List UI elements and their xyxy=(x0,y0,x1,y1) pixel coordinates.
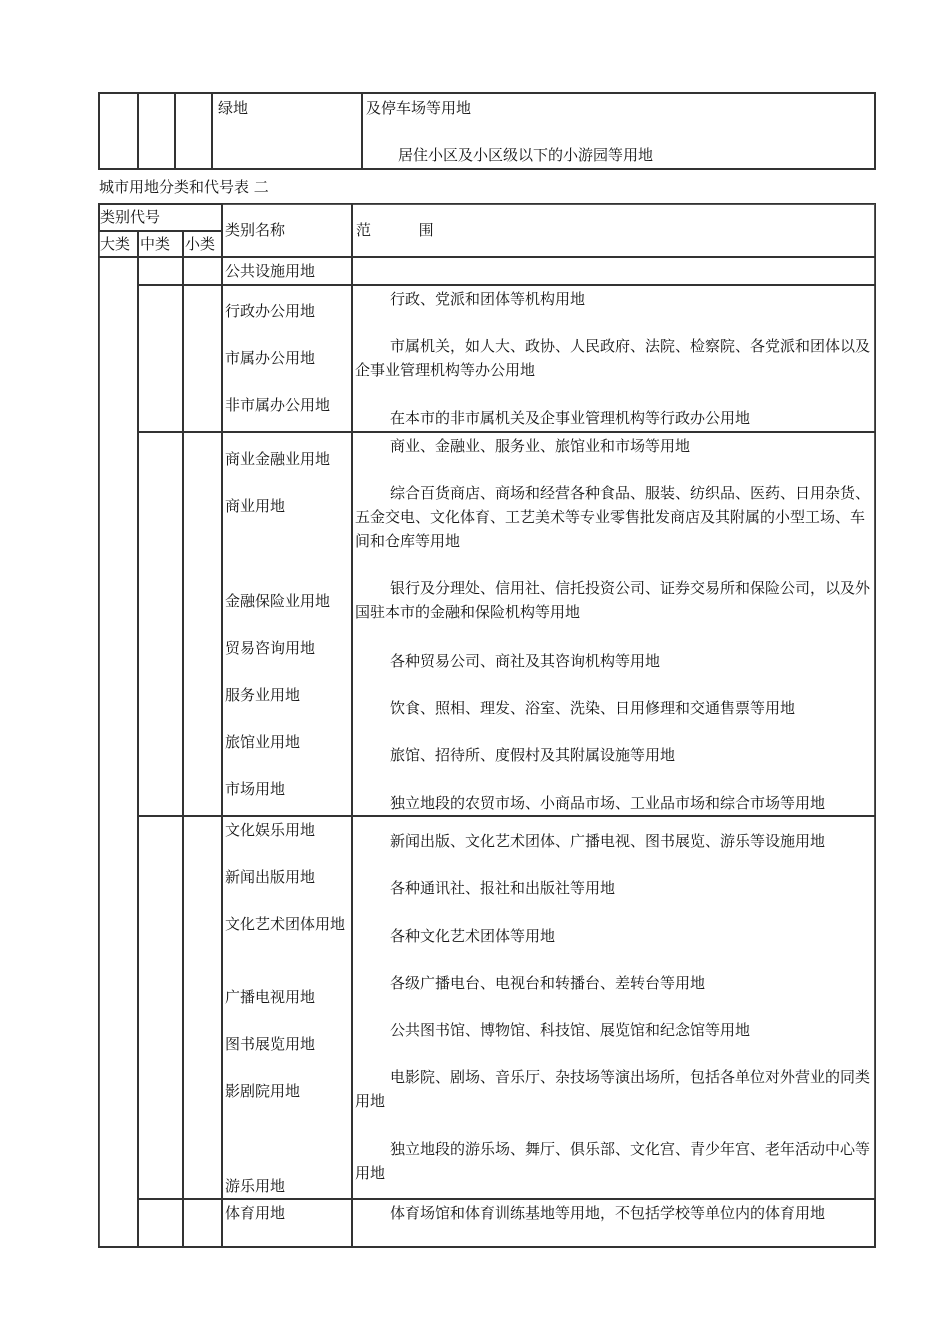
major-column xyxy=(98,257,138,1248)
commerce-desc-2: 综合百货商店、商场和经营各种食品、服装、纺织品、医药、日用杂货、五金交电、文化体育、工艺美术等专业零售批发商店及其附属的小型工场、车间和仓库等用地 xyxy=(355,484,871,550)
admin-desc-1: 行政、党派和团体等机构用地 xyxy=(390,290,586,308)
admin-name-1: 行政办公用地 xyxy=(225,302,316,320)
commerce-desc-4: 各种贸易公司、商社及其咨询机构等用地 xyxy=(390,652,661,670)
row-commerce-minor xyxy=(183,432,222,816)
culture-desc-2: 各种通讯社、报社和出版社等用地 xyxy=(390,879,616,897)
culture-name-5: 图书展览用地 xyxy=(225,1035,316,1053)
row-sports-minor xyxy=(183,1199,222,1248)
header-range-text: 范 围 xyxy=(356,221,434,239)
culture-desc-3: 各种文化艺术团体等用地 xyxy=(390,927,556,945)
row-sports-medium xyxy=(138,1199,183,1248)
header-name-text: 类别名称 xyxy=(225,221,286,239)
culture-name-6: 影剧院用地 xyxy=(225,1082,301,1100)
commerce-desc-6: 旅馆、招待所、度假村及其附属设施等用地 xyxy=(390,746,676,764)
commerce-name-1: 商业金融业用地 xyxy=(225,450,331,468)
header-medium-text: 中类 xyxy=(140,235,171,253)
header-major-text: 大类 xyxy=(100,235,131,253)
commerce-name-4: 贸易咨询用地 xyxy=(225,639,316,657)
row-public-medium xyxy=(138,257,183,285)
culture-desc-4: 各级广播电台、电视台和转播台、差转台等用地 xyxy=(390,974,706,992)
commerce-desc-3: 银行及分理处、信用社、信托投资公司、证券交易所和保险公司，以及外国驻本市的金融和保险机构等用地 xyxy=(355,579,871,621)
commerce-name-7: 市场用地 xyxy=(225,780,286,798)
admin-name-2: 市属办公用地 xyxy=(225,349,316,367)
row-admin-medium xyxy=(138,285,183,432)
row-public-minor xyxy=(183,257,222,285)
top-range-line-1: 及停车场等用地 xyxy=(366,99,472,117)
culture-name-1: 文化娱乐用地 xyxy=(225,821,316,839)
commerce-desc-1: 商业、金融业、服务业、旅馆业和市场等用地 xyxy=(390,437,691,455)
row-public-range xyxy=(352,257,876,285)
cell-medium xyxy=(138,92,175,170)
table-caption: 城市用地分类和代号表 二 xyxy=(99,178,269,196)
culture-name-3: 文化艺术团体用地 xyxy=(225,915,346,933)
culture-desc-7: 独立地段的游乐场、舞厅、俱乐部、文化宫、青少年宫、老年活动中心等用地 xyxy=(355,1140,871,1182)
commerce-desc-7: 独立地段的农贸市场、小商品市场、工业品市场和综合市场等用地 xyxy=(390,794,826,812)
culture-desc-6: 电影院、剧场、音乐厅、杂技场等演出场所，包括各单位对外营业的同类用地 xyxy=(355,1068,871,1110)
cell-major xyxy=(98,92,138,170)
commerce-name-3: 金融保险业用地 xyxy=(225,592,331,610)
row-culture-medium xyxy=(138,816,183,1199)
culture-desc-1: 新闻出版、文化艺术团体、广播电视、图书展览、游乐等设施用地 xyxy=(390,832,826,850)
top-range-line-2: 居住小区及小区级以下的小游园等用地 xyxy=(398,146,654,164)
sports-desc-text: 体育场馆和体育训练基地等用地，不包括学校等单位内的体育用地 xyxy=(390,1204,826,1222)
top-table xyxy=(98,92,876,170)
commerce-name-5: 服务业用地 xyxy=(225,686,301,704)
header-minor-text: 小类 xyxy=(185,235,216,253)
row-commerce-medium xyxy=(138,432,183,816)
commerce-name-2: 商业用地 xyxy=(225,497,286,515)
culture-desc-5: 公共图书馆、博物馆、科技馆、展览馆和纪念馆等用地 xyxy=(390,1021,751,1039)
admin-desc-3: 在本市的非市属机关及企事业管理机构等行政办公用地 xyxy=(390,409,751,427)
commerce-name-6: 旅馆业用地 xyxy=(225,733,301,751)
cell-minor xyxy=(175,92,212,170)
row-admin-minor xyxy=(183,285,222,432)
admin-desc-2: 市属机关，如人大、政协、人民政府、法院、检察院、各党派和团体以及企事业管理机构等办公用地 xyxy=(355,337,871,379)
commerce-desc-5: 饮食、照相、理发、浴室、洗染、日用修理和交通售票等用地 xyxy=(390,699,796,717)
culture-name-2: 新闻出版用地 xyxy=(225,868,316,886)
row-commerce-name xyxy=(222,432,352,816)
main-table xyxy=(98,203,876,1248)
admin-name-3: 非市属办公用地 xyxy=(225,396,331,414)
public-name-text: 公共设施用地 xyxy=(225,262,316,280)
culture-name-4: 广播电视用地 xyxy=(225,988,316,1006)
culture-name-7: 游乐用地 xyxy=(225,1177,286,1195)
header-code-group-text: 类别代号 xyxy=(100,208,161,226)
row-culture-minor xyxy=(183,816,222,1199)
top-name-text: 绿地 xyxy=(218,99,249,117)
sports-name-text: 体育用地 xyxy=(225,1204,286,1222)
